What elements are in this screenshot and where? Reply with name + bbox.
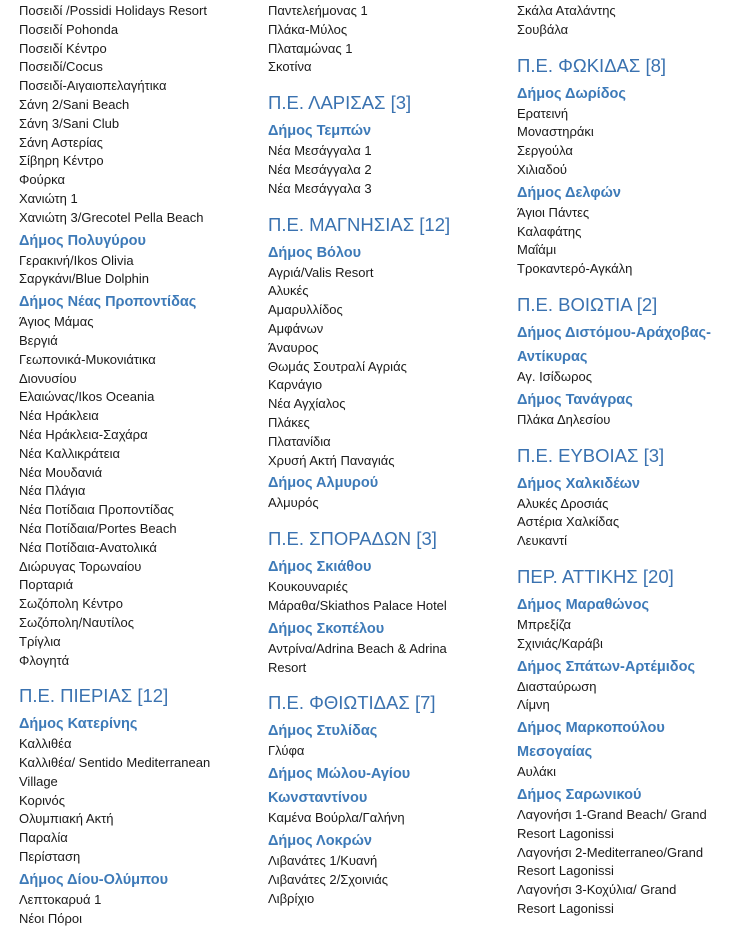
beach-list-item: Σαργκάνι/Blue Dolphin [19, 271, 150, 287]
beach-list-item: Τρίγλια [19, 633, 61, 649]
municipality-heading: Δήμος Σκιάθου [268, 559, 372, 576]
beach-list-item: Νέα Μεσάγγαλα 1 [268, 143, 372, 159]
beach-list-item: Λιβανάτες 2/Σχοινιάς [268, 871, 389, 887]
beach-list-item: Αλυκές Δροσιάς [517, 495, 609, 511]
beach-list-item: Νέα Καλλικράτεια [19, 445, 120, 461]
municipality-heading: Δήμος Σπάτων-Αρτέμιδος [517, 658, 695, 675]
beach-list-item: Λευκαντί [517, 533, 567, 549]
beach-list-item: Village [19, 773, 58, 789]
beach-list-item: Λαγονήσι 3-Κοχύλια/ Grand [517, 882, 677, 898]
prefecture-heading: Π.Ε. ΦΩΚΙΔΑΣ [8] [517, 54, 667, 76]
beach-list-item: Μαΐάμι [517, 242, 557, 258]
beach-list-item: Σκοτίνα [268, 59, 312, 75]
beach-list-item: Καρνάγιο [268, 377, 323, 393]
beach-list-item: Αλμυρός [268, 495, 319, 511]
beach-list-item: Σουβάλα [517, 21, 569, 37]
municipality-heading: Δήμος Δωρίδος [517, 85, 626, 102]
beach-list-item: Λεπτοκαρυά 1 [19, 891, 102, 907]
beach-list-item: Ολυμπιακή Ακτή [19, 811, 114, 827]
beach-list-item: Κουκουναριές [268, 579, 348, 595]
beach-list-item: Σάνη Αστερίας [19, 134, 103, 150]
beach-list-item: Σκάλα Αταλάντης [517, 3, 616, 18]
beach-list-item: Φλογητά [19, 652, 70, 668]
prefecture-heading: Π.Ε. ΦΘΙΩΤΙΔΑΣ [7] [268, 692, 436, 714]
beach-list-item: Νέα Αγχίαλος [268, 396, 346, 412]
beach-list-item: Παραλία [19, 830, 68, 846]
beach-list-item: Καμένα Βούρλα/Γαλήνη [268, 810, 405, 826]
municipality-heading: Δήμος Μώλου-Αγίου [268, 766, 411, 783]
beach-list-item: Resort Lagonissi [517, 825, 614, 841]
beach-list-item: Πλάκα Δηλεσίου [517, 411, 611, 427]
municipality-heading: Δήμος Δελφών [517, 184, 621, 201]
municipality-heading: Δήμος Τεμπών [268, 123, 372, 140]
beach-list-item: Νέα Ηράκλεια [19, 408, 99, 424]
municipality-heading: Δήμος Σαρωνικού [517, 786, 642, 803]
beach-list-item: Νέα Μουδανιά [19, 464, 103, 480]
beach-list-item: Καλλιθέα/ Sentido Mediterranean [19, 755, 211, 771]
beach-list-item: Μοναστηράκι [517, 124, 594, 140]
prefecture-heading: Π.Ε. ΜΑΓΝΗΣΙΑΣ [12] [268, 213, 451, 235]
beach-list-item: Αγριά/Valis Resort [268, 264, 374, 280]
beach-list-item: Αμαρυλλίδος [268, 302, 343, 318]
municipality-heading: Δήμος Μαρκοπούλου [517, 720, 665, 737]
beach-list-item: Ελαιώνας/Ikos Oceania [19, 389, 155, 405]
municipality-heading: Δήμος Πολυγύρου [19, 232, 146, 249]
municipality-heading: Δήμος Κατερίνης [19, 716, 138, 733]
beach-list-item: Χιλιαδού [517, 161, 568, 177]
municipality-heading: Δήμος Σκοπέλου [268, 620, 385, 637]
beach-list-item: Χανιώτη 1 [19, 190, 78, 206]
column-3 [517, 2, 729, 919]
beach-list-item: Άγιοι Πάντες [517, 204, 590, 220]
beach-list-item: Διασταύρωση [517, 678, 597, 694]
municipality-heading: Δήμος Δίου-Ολύμπου [19, 871, 169, 888]
beach-list-item: Πλάκα-Μύλος [268, 21, 348, 37]
beach-list-item: Λιβανάτες 1/Κυανή [268, 852, 378, 868]
beach-list-item: Πλάκες [268, 414, 310, 430]
prefecture-heading: Π.Ε. ΣΠΟΡΑΔΩΝ [3] [268, 528, 437, 550]
beach-list-item: Καλαφάτης [517, 223, 582, 239]
municipality-heading: Δήμος Λοκρών [268, 832, 372, 849]
beach-list-item: Resort [268, 659, 307, 675]
beach-list-item: Τροκαντερό-Αγκάλη [517, 261, 633, 277]
municipality-heading: Δήμος Μαραθώνος [517, 596, 650, 613]
beach-list-item: Νέα Ποτίδαια/Portes Beach [19, 520, 177, 536]
municipality-heading: Μεσογαίας [517, 744, 593, 761]
beach-list-item: Λαγονήσι 1-Grand Beach/ Grand [517, 806, 707, 822]
beach-list-item: Βεργιά [19, 332, 58, 348]
beach-list-item: Ποσειδί/Cocus [19, 59, 103, 75]
beach-list-item: Ποσειδί Κέντρο [19, 40, 107, 56]
municipality-heading: Αντίκυρας [517, 348, 588, 365]
beach-list-item: Resort Lagonissi [517, 900, 614, 916]
beach-list-item: Αγ. Ισίδωρος [517, 368, 592, 384]
beach-list-item: Περίσταση [19, 849, 81, 865]
beach-list-item: Νέα Ηράκλεια-Σαχάρα [19, 426, 148, 442]
beach-list-item: Κορινός [19, 792, 66, 808]
beach-list-item: Νέα Μεσάγγαλα 3 [268, 180, 372, 196]
beach-list-item: Ποσειδί Pohonda [19, 21, 119, 37]
municipality-heading: Δήμος Στυλίδας [268, 723, 378, 740]
municipality-heading: Δήμος Νέας Προποντίδας [19, 294, 197, 311]
beach-list-item: Νέα Πλάγια [19, 483, 86, 499]
beach-list-item: Γλύφα [268, 743, 305, 759]
beach-list-item: Αλυκές [268, 283, 309, 299]
beach-list-item: Λαγονήσι 2-Mediterraneo/Grand [517, 844, 704, 860]
beach-list-item: Διονυσίου [19, 370, 77, 386]
municipality-heading: Δήμος Διστόμου-Αράχοβας- [517, 324, 711, 341]
beach-list-item: Νέοι Πόροι [19, 910, 83, 926]
beach-list-item: Γερακινή/Ikos Olivia [19, 252, 134, 268]
beach-list-item: Χανιώτη 3/Grecotel Pella Beach [19, 209, 204, 225]
prefecture-heading: Π.Ε. ΒΟΙΩΤΙΑ [2] [517, 293, 658, 315]
municipality-heading: Δήμος Βόλου [268, 244, 362, 261]
municipality-heading: Κωνσταντίνου [268, 790, 368, 807]
beach-list-item: Μπρεξίζα [517, 616, 572, 632]
beach-list-item: Σωζόπολη Κέντρο [19, 596, 123, 612]
beach-list-item: Φούρκα [19, 172, 65, 188]
beach-list-item: Resort Lagonissi [517, 863, 614, 879]
beach-list-item: Καλλιθέα [19, 736, 72, 752]
beach-list-item: Άναυρος [268, 339, 319, 355]
beach-list-item: Σχινιάς/Καράβι [517, 635, 603, 651]
beach-list-item: Αμφάνων [268, 320, 324, 336]
column-2 [268, 2, 496, 908]
beach-list-item: Αστέρια Χαλκίδας [517, 514, 620, 530]
beach-list-item: Παντελεήμονας 1 [268, 3, 368, 18]
beach-list-item: Νέα Ποτίδαια-Ανατολικά [19, 539, 157, 555]
beach-list-item: Πορταριά [19, 577, 74, 593]
beach-list-item: Λιβρίχιο [268, 890, 315, 906]
prefecture-heading: Π.Ε. ΠΙΕΡΙΑΣ [12] [19, 685, 169, 707]
beach-list-item: Σεργούλα [517, 143, 573, 159]
municipality-heading: Δήμος Αλμυρού [268, 475, 379, 492]
beach-list-item: Άγιος Μάμας [19, 314, 94, 330]
beach-list-item: Σάνη 3/Sani Club [19, 115, 120, 131]
column-1 [19, 2, 247, 928]
beach-list-item: Χρυσή Ακτή Παναγιάς [268, 452, 395, 468]
beach-list-item: Νέα Μεσάγγαλα 2 [268, 161, 372, 177]
beach-list-item: Σωζόπολη/Ναυτίλος [19, 614, 135, 630]
beach-list-item: Αντρίνα/Adrina Beach & Adrina [268, 640, 447, 656]
beach-list-item: Γεωπονικά-Μυκονιάτικα [19, 351, 156, 367]
municipality-heading: Δήμος Τανάγρας [517, 391, 633, 408]
prefecture-heading: Π.Ε. ΛΑΡΙΣΑΣ [3] [268, 92, 412, 114]
prefecture-heading: ΠΕΡ. ΑΤΤΙΚΗΣ [20] [517, 565, 674, 587]
beach-list-item: Θωμάς Σουτραλί Αγριάς [268, 358, 407, 374]
beach-list-item: Μάραθα/Skiathos Palace Hotel [268, 597, 447, 613]
beach-list-item: Σίβηρη Κέντρο [19, 153, 104, 169]
beach-list-item: Ποσειδί /Possidi Holidays Resort [19, 3, 207, 18]
beach-list-item: Διώρυγας Τορωναίου [19, 558, 142, 574]
prefecture-heading: Π.Ε. ΕΥΒΟΙΑΣ [3] [517, 444, 665, 466]
beach-list-item: Σάνη 2/Sani Beach [19, 96, 130, 112]
municipality-heading: Δήμος Χαλκιδέων [517, 475, 640, 492]
beach-list-item: Ερατεινή [517, 105, 569, 121]
beach-list-item: Ποσειδί-Αιγαιοπελαγήτικα [19, 78, 167, 94]
beach-list-item: Αυλάκι [517, 764, 556, 780]
beach-list-item: Λίμνη [517, 697, 550, 713]
beach-list-item: Πλαταμώνας 1 [268, 40, 353, 56]
beach-list-item: Νέα Ποτίδαια Προποντίδας [19, 502, 174, 518]
beach-list-item: Πλατανίδια [268, 433, 331, 449]
